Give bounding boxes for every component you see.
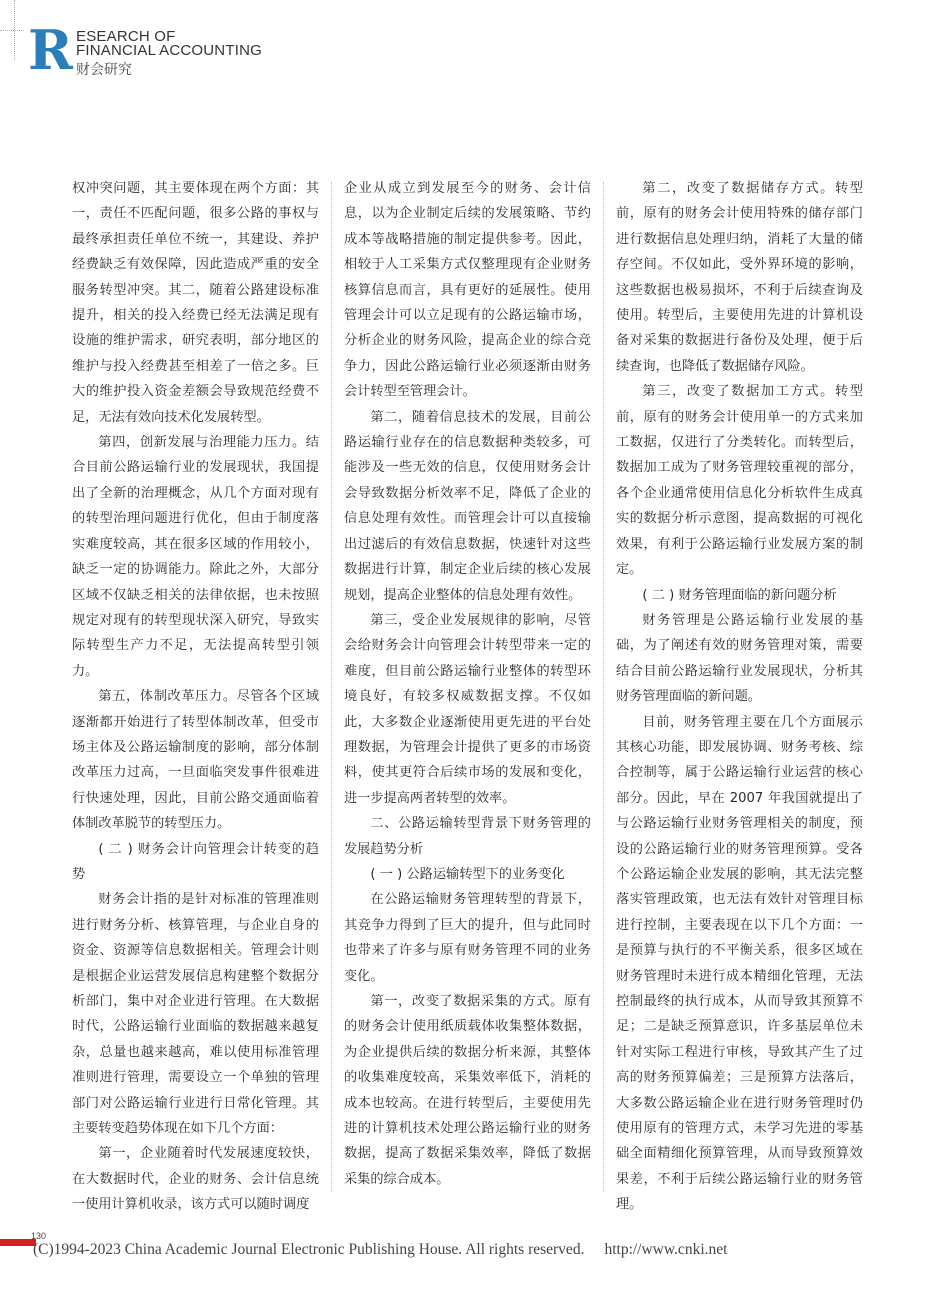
paragraph: 第四，创新发展与治理能力压力。结合目前公路运输行业的发展现状，我国提出了全新的治理概念，从几个方面对现有的转型治理问题进行优化，但由于制度落实难度较高，其在很多区域的作用较小，缺乏一定的协调能力。除此之外，大部分区域不仅缺乏相关的法律依据，也未按照规定对现有的转型现状深入研究，导致实际转型生产力不足，无法提高转型引领力。 [72,435,319,679]
paragraph: 目前，财务管理主要在几个方面展示其核心功能，即发展协调、财务考核、综合控制等，属于公路运输行业运营的核心部分。因此，早在 2007 年我国就提出了与公路运输行业财务管理相关的制度，预设的公路运输行业的财务管理预算。受各个公路运输企业发展的影响，其无法完整落实管理政策，也无法有效针对管理目标进行控制，主要表现在以下几个方面：一是预算与执行的不平衡关系，很多区域在财务管理时未进行成本精细化管理，无法控制最终的执行成本，从而导致其预算不足；二是缺乏预算意识，许多基层单位未针对实际工程进行审核，导致其产生了过高的财务预算偏差；三是预算方法落后，大多数公路运输企业在进行财务管理时仍使用原有的管理方式，未学习先进的零基础全面精细化预算管理，从而导致预算效果差，不利于后续公路运输行业的财务管理。 [616,714,863,1213]
column-divider [331,182,332,1192]
page-number: 130 [31,1231,47,1241]
logo-line-1: ESEARCH OF [76,28,176,45]
section-heading: ( 二 ) 财务会计向管理会计转变的趋势 [72,841,319,882]
text-column-2 [344,176,591,1192]
section-heading: ( 一 ) 公路运输转型下的业务变化 [370,866,565,882]
logo-letter: R [28,18,73,82]
paragraph: 第三，改变了数据加工方式。转型前，原有的财务会计使用单一的方式来加工数据，仅进行了分类转化。而转型后，数据加工成为了财务管理较重视的部分，各个企业通常使用信息化分析软件生成真实的数据分析示意图，提高数据的可视化效果，有利于公路运输行业发展方案的制定。 [616,384,863,578]
paragraph: 企业从成立到发展至今的财务、会计信息，以为企业制定后续的发展策略、节约成本等战略措施的制定提供参考。因此，相较于人工采集方式仅整理现有企业财务核算信息而言，具有更好的延展性。使用管理会计可以立足现有的公路运输市场，分析企业的财务风险，提高企业的综合竞争力，因此公路运输行业必须逐渐由财务会计转型至管理会计。 [344,181,591,400]
text-column-3 [616,176,863,1218]
paragraph: 第五，体制改革压力。尽管各个区域逐渐都开始进行了转型体制改革，但受市场主体及公路运输制度的影响，部分体制改革压力过高，一旦面临突发事件很难进行快速处理，因此，目前公路交通面临着体制改革脱节的转型压力。 [72,689,319,832]
column-divider [603,182,604,1192]
footer-url[interactable]: http://www.cnki.net [604,1241,728,1258]
paragraph: 第一，企业随着时代发展速度较快，在大数据时代，企业的财务、会计信息统一使用计算机收录，该方式可以随时调度 [72,1146,319,1213]
logo-line-2: FINANCIAL ACCOUNTING [76,42,262,59]
logo-line-3: 财会研究 [76,61,132,77]
paragraph: 在公路运输财务管理转型的背景下，其竞争力得到了巨大的提升，但与此同时也带来了许多与原有财务管理不同的业务变化。 [344,892,591,984]
text-column-1 [72,176,319,1218]
paragraph: 财务会计指的是针对标准的管理准则进行财务分析、核算管理，与企业自身的资金、资源等信息数据相关。管理会计则是根据企业运营发展信息构建整个数据分析部门，集中对企业进行管理。在大数据时代，公路运输行业面临的数据越来越复杂，总量也越来越高，难以使用标准管理准则进行管理，需要设立一个单独的管理部门对公路运输行业进行日常化管理。其主要转变趋势体现在如下几个方面： [72,892,319,1137]
paragraph: 权冲突问题，其主要体现在两个方面：其一，责任不匹配问题，很多公路的事权与最终承担责任单位不统一，其建设、养护经费缺乏有效保障，因此造成严重的安全服务转型冲突。其二，随着公路建设标准提升，相关的投入经费已经无法满足现有设施的维护需求，研究表明，部分地区的维护与投入经费甚至相差了一倍之多。巨大的维护投入资金差额会导致规范经费不足，无法有效向技术化发展转型。 [72,181,319,425]
paragraph: 财务管理是公路运输行业发展的基础，为了阐述有效的财务管理对策，需要结合目前公路运输行业发展现状，分析其财务管理面临的新问题。 [616,612,863,705]
section-heading: ( 二 ) 财务管理面临的新问题分析 [642,587,837,603]
copyright-footer [33,1241,727,1259]
copyright-text: (C)1994-2023 China Academic Journal Electronic Publishing House. All rights reserved. [33,1241,585,1258]
paragraph: 第二，改变了数据储存方式。转型前，原有的财务会计使用特殊的储存部门进行数据信息处理归纳，消耗了大量的储存空间。不仅如此，受外界环境的影响，这些数据也极易损坏，不利于后续查询及使用。转型后，主要使用先进的计算机设备对采集的数据进行备份及处理，便于后续查询，也降低了数据储存风险。 [616,181,863,374]
section-heading: 二、公路运输转型背景下财务管理的发展趋势分析 [344,816,591,857]
paragraph: 第二，随着信息技术的发展，目前公路运输行业存在的信息数据种类较多，可能涉及一些无效的信息，仅使用财务会计会导致数据分析效率不足，降低了企业的信息处理有效性。而管理会计可以直接输出过滤后的有效信息数据，快速针对这些数据进行计算，制定企业后续的核心发展规划，提高企业整体的信息处理有效性。 [344,409,591,603]
paragraph: 第一，改变了数据采集的方式。原有的财务会计使用纸质载体收集整体数据，为企业提供后续的数据分析来源，其整体的收集难度较高，采集效率低下，消耗的成本也较高。在进行转型后，主要使用先进的计算机技术处理公路运输行业的财务数据，提高了数据采集效率，降低了数据采集的综合成本。 [344,994,591,1187]
paragraph: 第三，受企业发展规律的影响，尽管会给财务会计向管理会计转型带来一定的难度，但目前公路运输行业整体的转型环境良好，有较多权威数据支撑。不仅如此，大多数企业逐渐使用更先进的平台处理数据，为管理会计提供了更多的市场资料，使其更符合后续市场的发展和变化，进一步提高两者转型的效率。 [344,612,591,806]
corner-guide-horizontal [0,30,24,31]
